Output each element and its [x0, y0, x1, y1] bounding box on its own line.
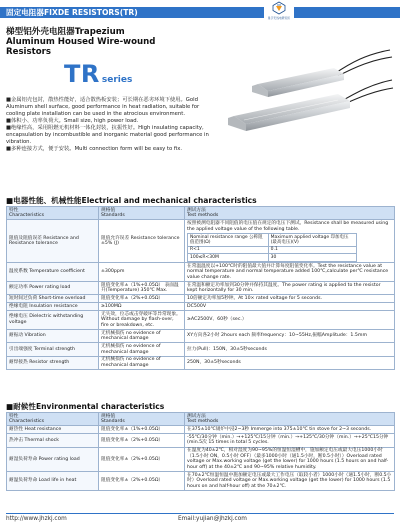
row-item: 引出端强度 Terminal strength [7, 343, 99, 356]
table-row [7, 330, 395, 343]
row-method: 在375±10℃锡炉中浸2~3秒 Immerge into 375±10℃ tin stove for 2~3 seconds. [185, 426, 395, 434]
row-method: ≥AC2500V、60秒（sec.） [185, 311, 395, 330]
voltage-value-cell: 0.1 [268, 246, 356, 253]
footer-website-link[interactable]: http://www.jhzkj.com [6, 516, 67, 522]
electrical-heading [6, 196, 257, 205]
row-standard: 无机械损伤 no evidence of mechanical damage [99, 356, 185, 369]
feature-item: ■金属铝壳包封，散热性能好，适合散热板安装；可长期在恶劣环境下使用。Gold Aluminum shell surface, good performance in heat radiation, suitable for cooling plate installation can be used in the atrocious environment. [6, 97, 200, 117]
voltage-range-cell: 100≤R<30M [188, 254, 269, 261]
row-standard: 阻值变化率±（2%+0.05Ω） [99, 472, 185, 491]
row-item: 耐振动 Vibration [7, 330, 99, 343]
row-item: 耐焊接热 Resistor strength [7, 356, 99, 369]
table-header-row [7, 413, 395, 426]
row-item: 耐湿负荷寿命 Power rating load [7, 447, 99, 472]
row-item: 热冲击 Thermal shock [7, 434, 99, 447]
electrical-table [6, 206, 395, 370]
series-label [64, 60, 132, 88]
row-item: 温度系数 Temperature coefficient [7, 263, 99, 282]
row-method: 在常温温度以+100℃时的阻值最大值并计算每度阻值变化率。Test the resistance value at normal temperature and normal temperature added 100℃,calculate per℃ resistance value change rate. [185, 263, 395, 282]
environmental-heading-text: ■耐候性Environmental characteristics [6, 402, 165, 411]
logo-icon [272, 1, 286, 15]
row-standard: ±300ppm [99, 263, 185, 282]
table-row [7, 303, 395, 311]
voltage-value-cell: 30 [268, 254, 356, 261]
row-item: 耐热性 Heat resistance [7, 426, 99, 434]
footer-divider [6, 513, 394, 514]
table-row [7, 263, 395, 282]
table-row [7, 434, 395, 447]
feature-item: ■多种连接方式，便于安装。Multi connection form will be easy to fix. [6, 146, 183, 153]
series-code: TR [64, 60, 100, 88]
logo-text: 星宇无线电研究所 [267, 16, 291, 20]
col-header-method: 测试方法 Test methods [185, 413, 395, 426]
table-header-row [7, 207, 395, 220]
company-logo [264, 0, 294, 26]
product-title-line-2: Aluminum Housed Wire-wound [6, 37, 156, 47]
row-standard: 阻值变化率±（1%+0.05Ω） 表面温升(Temperature) 350℃ Max. [99, 282, 185, 295]
table-row [7, 472, 395, 491]
row-method: 250N，30±5秒seconds [185, 356, 395, 369]
product-photo [222, 44, 394, 142]
col-header-item: 特性 Characteristics [7, 413, 99, 426]
voltage-head-range: Nominal resistance range 公称阻值范围(Ω) [188, 234, 269, 247]
voltage-table [187, 233, 357, 261]
row-method-text: 按照被测电阻器不同阻值的电压值在规定的电压下测试。Resistance shall be measured using the applied voltage value of the following table. [187, 220, 389, 232]
row-standard: 阻值变化率±（2%+0.05Ω） [99, 434, 185, 447]
row-item: 耐温负荷寿命 Load life in heat [7, 472, 99, 491]
col-header-item: 特性 Characteristics [7, 207, 99, 220]
row-method: 在温度为40±2℃，相对湿度为90~95%的恒温恒湿槽中，施加额定电压或最大电压1000小时（1.5小时 ON，0.5小时 OFF）（最多1000小时（通1.5小时，断0.5小时））Overload rated voltage or Max.working voltage (get the lower) for 1000 hours (1.5 hours on and half-hour off) at the 40±2℃ and 90~95% relative humidity. [185, 447, 395, 472]
table-row [7, 447, 395, 472]
series-word: series [101, 75, 133, 85]
row-standard: 无机械损伤 no evidence of mechanical damage [99, 343, 185, 356]
col-header-standard: 规格值 Standards [99, 207, 185, 220]
row-standard: 无机械损伤 no evidence of mechanical damage [99, 330, 185, 343]
table-row [7, 282, 395, 295]
row-item: 短时间过负荷 Short-time overload [7, 295, 99, 303]
row-standard: 阻值变化率±（2%+0.05Ω） [99, 295, 185, 303]
table-row [7, 311, 395, 330]
row-method: XY方向各2小时 2hours each 频率frequency：10~55Hz,振幅Amplitude：1.5mm [185, 330, 395, 343]
product-title [6, 27, 236, 57]
electrical-heading-text: ■电器性能、机械性能Electrical and mechanical characteristics [6, 196, 257, 205]
row-standard: 阻值允许误差 Resistance tolerance ±5% (J) [99, 220, 185, 263]
product-title-line-1: 梯型铝外壳电阻器Trapezium [6, 27, 125, 37]
voltage-head-max: Maximum applied voltage 印加电压(最高电压)(V) [268, 234, 356, 247]
environmental-table [6, 412, 395, 491]
row-standard: 阻值变化率±（2%+0.05Ω） [99, 447, 185, 472]
row-item: 绝缘电压 Dielectric withstanding voltage [7, 311, 99, 330]
row-method: 拉力(Pull)：150N，30±5秒seconds [185, 343, 395, 356]
footer-email-link[interactable]: Email:yujian@jhzkj.com [178, 516, 247, 522]
environmental-heading [6, 402, 164, 411]
row-standard: ≥100MΩ [99, 303, 185, 311]
row-method: 在70±2℃恒温恒温中施加额定电压或最大工作电压（取较小者）1000小时（通1.5小时，断0.5小时）Overload rated voltage or Max.working voltage (get the lower) for 1000 hours (1.5 hours on and half-hour off) at the 70±2℃. [185, 472, 395, 491]
col-header-method: 测试方法 Test methods [185, 207, 395, 220]
row-method: -55℃/30分钟（min.）→+125℃/15分钟（min.）→+125℃/30分钟（min.）→+25℃15分钟 (min.5次 15 times in total 5 cycles. [185, 434, 395, 447]
row-item: 阻值及阻值误差 Resistance and Resistance tolerance [7, 220, 99, 263]
row-method [185, 220, 395, 263]
product-title-line-3: Resistors [6, 47, 51, 57]
row-item: 额定功率 Power rating load [7, 282, 99, 295]
table-row [7, 343, 395, 356]
col-header-standard: 规格值 Standards [99, 413, 185, 426]
row-standard: 无失效，位芯或击穿破坏等异常现象。Without damage by flash-over, fire or breakdown, etc. [99, 311, 185, 330]
table-row [7, 295, 395, 303]
feature-item: ■绝缘性高，采用阻燃无机材料一体化封装，抗振性好。High insulating capacity, encapsulation by incombustible and inorganic material good performance in vibration. [6, 125, 209, 146]
row-item: 绝缘电阻 Insulation resistance [7, 303, 99, 311]
voltage-range-cell: R<1 [188, 246, 269, 253]
feature-list [6, 97, 218, 153]
table-row [7, 356, 395, 369]
feature-item: ■体积小、功率负荷大。Small size, high power load. [6, 118, 139, 125]
table-row [7, 426, 395, 434]
category-title: 固定电阻器FIXDE RESISTORS(TR) [6, 8, 138, 17]
row-method: 10倍额定功率加5秒钟。At 10× rated voltage for 5 seconds. [185, 295, 395, 303]
row-standard: 阻值变化率±（1%+0.05Ω） [99, 426, 185, 434]
table-row [7, 220, 395, 263]
row-method: 在常温和额定功率加到30分钟并保持其温度。The power rating is applied to the resistor kept horizontally for 30 min. [185, 282, 395, 295]
row-method: DC500V [185, 303, 395, 311]
top-header [0, 0, 400, 26]
